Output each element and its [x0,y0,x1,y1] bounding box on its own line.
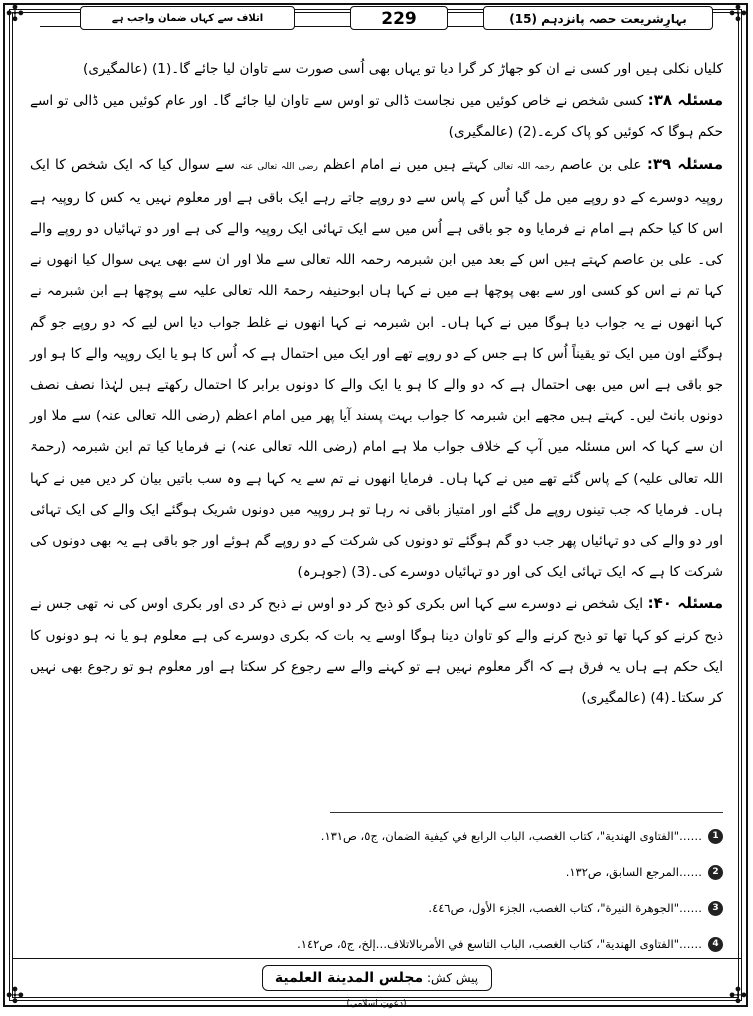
footer-organization: مجلس المدينة العلمية [274,970,424,986]
book-title: بہارِشریعت حصہ پانزدہم (15) [483,6,713,30]
masala-40 [30,588,723,714]
footnote-item [30,854,723,890]
masala-text: سے سوال کیا کہ ایک شخص کا ایک روپیہ دوسرے کے دو روپے میں مل گیا اُس کے پاس سے دو روپے جاتے رہے ایک باقی ہے اور معلوم نہیں یہ کس کا روپیہ ہے اس کا کیا حکم ہے امام نے فرمایا وہ جو باقی ہے اُس میں سے ایک تہائی ایک روپیہ والے کی ہے اور دو تہائیاں دو روپے والے کی۔ علی بن عاصم کہتے ہیں اس کے بعد میں ابن شبرمہ رحمہ اللہ تعالی سے ملا اور ان سے بھی یہی سوال کیا انھوں نے کہا تم نے اس کو کسی اور سے بھی پوچھا ہے میں نے کہا ہاں ابوحنیفہ رحمۃ اللہ تعالی علیہ سے پوچھا ہے ابن شبرمہ نے کہا انھوں نے یہ جواب دیا ہوگا میں نے کہا ہاں۔ ابن شبرمہ نے کہا انھوں نے غلط جواب دیا اس لیے کہ دو روپے جو گم ہوگئے اون میں ایک تو یقیناً اُس کا ہے جس کے دو روپے تھے اور ایک میں احتمال ہے کہ اُس کا ہو یا ایک روپیہ والے کا ہو اور جو باقی ہے اس میں بھی احتمال ہے کہ دو والے کا ہو یا ایک والے کا دونوں برابر کا احتمال رکھتے ہیں لہٰذا نصف نصف دونوں بانٹ لیں۔ کہتے ہیں مجھے ابن شبرمہ کا جواب بہت پسند آیا پھر میں امام اعظم (رضی اللہ تعالی عنہ) سے ملا اور ان سے کہا کہ اس مسئلہ میں آپ کے خلاف جواب ملا ہے امام (رضی اللہ تعالی عنہ) نے فرمایا کیا تم ابن شبرمہ (رحمۃ اللہ تعالی علیہ) کے پاس گئے تھے میں نے کہا ہاں۔ فرمایا انھوں نے تم سے یہ کہا ہے وہ سب باتیں بیان کر دیں میں نے کہا ہاں۔ فرمایا کہ جب تینوں روپے مل گئے اور امتیاز باقی نہ رہا تو ہر روپیہ میں دونوں شریک ہوگئے ایک والے کی ایک تہائی اور دو والے کی دو تہائیاں پھر جب دو گم ہوگئے تو دونوں کی شرکت کے دو روپے گم ہوئے اور جو باقی ہے یہ بھی دونوں کی شرکت کا ہے کہ ایک تہائی ایک کی اور دو تہائیاں دوسرے کی۔(3) (جوہرہ) [30,156,723,581]
footnote-separator [330,812,723,813]
masala-38 [30,85,723,148]
masala-text: ایک شخص نے دوسرے سے کہا اس بکری کو ذبح کر دو اوس نے ذبح کر دی اور بکری اوس کی نہ تھی جس نے ذبح کرنے کو کہا تھا تو ذبح کرنے والے کو تاوان دینا ہوگا اوسے یہ بات کہ بکری دوسرے کی ہے معلوم ہو یا نہ ہو دونوں کا ایک حکم ہے ہاں یہ فرق ہے کہ اگر معلوم نہیں ہے تو کہنے والے سے رجوع کر سکتا ہے اور معلوم ہو تو رجوع بھی نہیں کر سکتا۔(4) (عالمگیری) [30,596,723,707]
footnotes [30,818,723,962]
footer-prefix: پیش کش: [426,971,479,985]
footer-suffix: (دعوتِ اسلامی) [346,999,407,1009]
footnote-number: 4 [708,937,723,952]
corner-ornament-icon: ✣ [728,2,748,27]
main-text [30,54,723,714]
masala-intro: علی بن عاصم [559,156,642,173]
section-title: اتلاف سے کہاں ضمان واجب ہے [80,6,295,30]
honorific: رحمہ اللہ تعالی [493,161,555,172]
corner-ornament-icon: ✣ [5,2,25,27]
page-header [40,6,713,32]
footnote-text: ……"الفتاوى الهندية"، كتاب الغصب، الباب الرابع في كيفية الضمان، ج٥، ص١٣١. [320,829,702,843]
masala-text: کسی شخص نے خاص کوئیں میں نجاست ڈالی تو اوس سے تاوان لیا جائے گا۔ اور عام کوئیں میں ڈالی تو اسے حکم ہوگا کہ کوئیں کو پاک کرے۔(2) (عالمگیری) [30,93,723,141]
honorific: رضی اللہ تعالی عنہ [240,161,318,172]
paragraph-continuation: کلیاں نکلی ہیں اور کسی نے ان کو جھاڑ کر گرا دیا تو یہاں بھی اُسی صورت سے تاوان لیا جائے گا۔(1) (عالمگیری) [83,61,723,77]
footnote-text: ……المرجع السابق، ص١٣٢. [565,865,702,879]
footnote-number: 3 [708,901,723,916]
footer-rule [12,958,741,959]
footnote-number: 1 [708,829,723,844]
page-footer [262,965,492,1009]
masala-label: مسئلہ ۴۰: [647,594,723,613]
masala-39 [30,149,723,589]
masala-label: مسئلہ ۳۸: [647,91,724,110]
footnote-item [30,818,723,854]
footnote-text: ……"الجوهرة النيرة"، كتاب الغصب، الجزء الأول، ص٤٤٦. [428,901,702,915]
footnote-number: 2 [708,865,723,880]
page-number: 229 [350,6,448,30]
footnote-item [30,926,723,962]
footnote-item [30,890,723,926]
masala-label: مسئلہ ۳۹: [646,154,723,173]
corner-ornament-icon: ✣ [5,984,25,1009]
footnote-text: ……"الفتاوى الهندية"، كتاب الغصب، الباب التاسع في الأمربالاتلاف…إلخ، ج٥، ص١٤٢. [297,937,702,951]
masala-text: کہتے ہیں میں نے امام اعظم [323,156,488,173]
corner-ornament-icon: ✣ [728,984,748,1009]
